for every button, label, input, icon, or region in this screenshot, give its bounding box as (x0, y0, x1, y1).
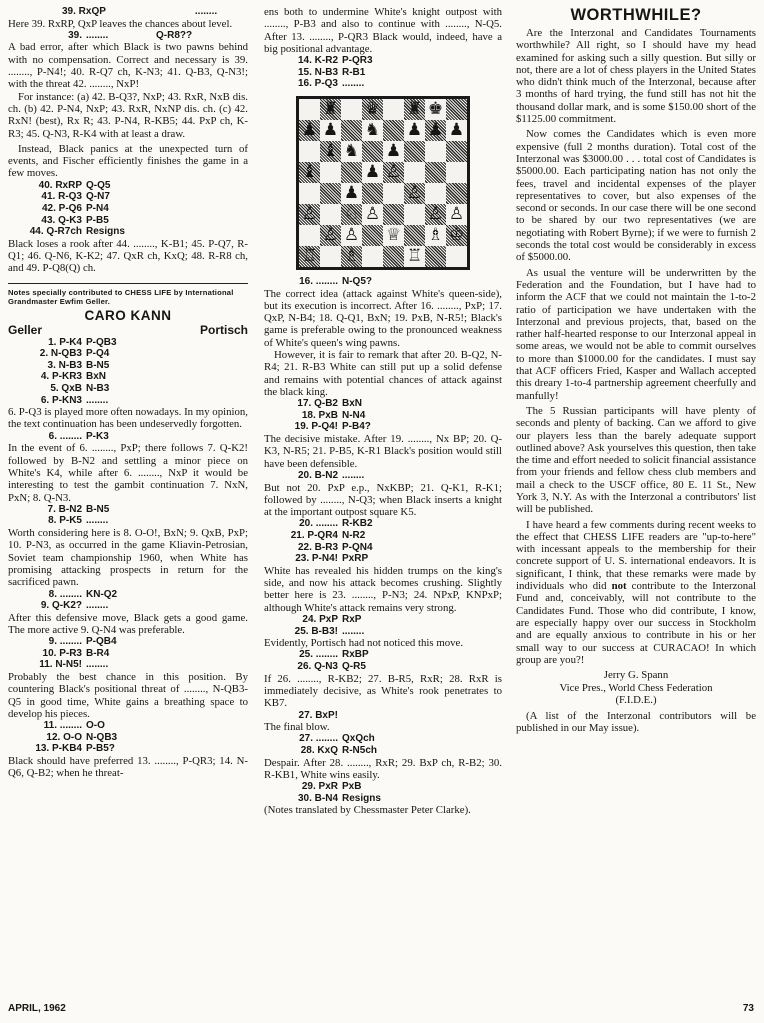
board-square (299, 141, 320, 162)
board-square-piece: ♙ (404, 183, 425, 204)
board-square-piece: ♟ (320, 120, 341, 141)
signature-org: (F.I.D.E.) (615, 694, 657, 707)
emphasis-not: not (611, 580, 627, 593)
paragraph: (A list of the Interzonal contributors will be published in our May issue). (516, 709, 756, 735)
board-square (425, 141, 446, 162)
issue-date: APRIL, 1962 (8, 1003, 66, 1014)
board-square (446, 141, 467, 162)
players-row (8, 323, 248, 337)
board-square (446, 99, 467, 120)
board-square (404, 141, 425, 162)
annotation: However, it is fair to remark that after 20. B-Q2, N-R4; 21. R-B3 White can still put up a solid defense and remains with potential chances of attack against the black king. (264, 349, 502, 398)
move-line: 26. Q-N3 Q-R5 (297, 661, 366, 673)
board-square (320, 183, 341, 204)
move-line: 16. P-Q3 ........ (297, 78, 365, 90)
move-line: 14. K-R2 P-QR3 (297, 55, 373, 67)
signature-name: Jerry G. Spann (603, 669, 669, 682)
move-line: 11. ........ O-O (43, 720, 105, 732)
board-square (299, 183, 320, 204)
board-square (362, 141, 383, 162)
board-square-piece: ♙ (341, 225, 362, 246)
annotation: But not 20. PxP e.p., NxKBP; 21. Q-K1, R-K1; followed by ........, N-Q3; when Black inserts a knight at the important outpost square K5. (264, 481, 502, 519)
annotation: Worth considering here is 8. O-O!, BxN; 9. QxB, PxP; 10. P-N3, as occurred in the game Kliavin-Petrosian, Soviet team championship 1960, when White has promising attacking prospects in return for the sacrificed pawn. (8, 527, 248, 589)
annotation: The final blow. (264, 721, 330, 734)
move-list (264, 55, 502, 90)
paragraph: I have heard a few comments during recent weeks to the effect that CHESS LIFE readers are "up-to-here" with incessant appeals to the membership for their concrete support of U. S. international endeavors. It is significant, I think, that these remarks were made by individuals who did not contribute to the Interzonal Fund and, conceivably, will not contribute to the Candidates Fund. Those who did contribute, I know, are especially happy over our success in Stockholm and are equally anxious to contribute in his or her small way to our success at CURACAO! In which group are you?! (516, 518, 756, 666)
board-square (299, 99, 320, 120)
board-square-piece: ♙ (425, 204, 446, 225)
column-right (516, 6, 756, 735)
board-square (383, 183, 404, 204)
article-title: WORTHWHILE? (570, 6, 702, 24)
column-left (8, 6, 248, 780)
board-square-piece: ♗ (341, 246, 362, 267)
board-square (425, 183, 446, 204)
move-list (8, 504, 248, 527)
annotation: (Notes translated by Chessmaster Peter Clarke). (264, 804, 471, 817)
board-square (446, 246, 467, 267)
board-square (362, 246, 383, 267)
move-line: 5. QxB N-B3 (50, 382, 110, 394)
board-square (341, 162, 362, 183)
board-square (341, 120, 362, 141)
move-line: 40. RxRP Q-Q5 (38, 179, 111, 191)
annotation: A bad error, after which Black is two pawns behind with no compensation. Correct and necessary is 39. ........, P-N4!; 40. R-Q7 ch, K-N3; 41. Q-B3, Q-N3!; with the threat 42. ........, NxP! (8, 41, 248, 91)
board-square-piece: ♛ (362, 99, 383, 120)
signature-title: Vice Pres., World Chess Federation (559, 681, 713, 694)
move-list (264, 649, 502, 672)
board-square-piece: ♞ (362, 120, 383, 141)
board-square (299, 225, 320, 246)
paragraph: The 5 Russian participants will have plenty of seconds and plenty of backing. Can we afford to give our players less than the barely adequate support outlined above? Ask yourselves this question, then take the time and effort needed to solicit financial assistance from your friends and fellow chess club members and mail a check to the USCF office, 80 E. 11 St., New York 3, N.Y. As with the Interzonal a contributors' list will be published. (516, 404, 756, 516)
move-line: 44. Q-R7ch Resigns (29, 226, 125, 238)
board-square-piece: ♟ (341, 183, 362, 204)
board-square (425, 246, 446, 267)
annotation: Despair. After 28. ........, RxR; 29. BxP ch, R-B2; 30. R-KB1, White wins easily. (264, 756, 502, 781)
board-square-piece: ♙ (383, 162, 404, 183)
board-square-piece: ♙ (299, 204, 320, 225)
annotation: Evidently, Portisch had not noticed this move. (264, 637, 464, 650)
paragraph: Now comes the Candidates which is even more expensive (full 2 months duration). Total cost of the Interzonal was $3000.00 . . . total cost of Candidates is $5000.00. Each participating nation has not only the fees, travel and incidental expenses of the player representatives to cover, but also expenses of the second or seconds. In our case there will be one second to be shared by our two representatives (we are negotiating with Robert Byrne); if we were to furnish 2 seconds the total cost would be considerably in excess of $5000.00. (516, 128, 756, 264)
move-list (264, 518, 502, 564)
move-list (8, 720, 248, 755)
move-list (8, 337, 248, 407)
move-line: 16. ........ N-Q5? (299, 275, 372, 287)
board-square (341, 99, 362, 120)
black-player: Portisch (199, 322, 248, 337)
white-player: Geller (8, 322, 43, 337)
board-square (383, 99, 404, 120)
board-square-piece: ♖ (299, 246, 320, 267)
board-square-piece: ♚ (425, 99, 446, 120)
move-line: 42. P-Q6 P-N4 (41, 202, 109, 214)
board-square-piece: ♝ (299, 162, 320, 183)
move-line: 28. KxQ R-N5ch (300, 745, 378, 756)
board-square (383, 246, 404, 267)
annotation: If 26. ........, R-KB2; 27. B-R5, RxR; 28. RxR is immediately decisive, as White's rook penetrates to KB7. (264, 672, 502, 710)
paragraph: As usual the venture will be underwritten by the Federation and the Foundation, but I have had to inform the ACF that we could not maintain the 1-to-2 ratio of participation we have undertaken with the Interzonal and previous projects, that, based on the rather half-hearted response to our Interzonal appeal in some areas, we would not be able to commit ourselves to more than $1000.00 for the candidates. I must say that ACF officers Fried, Kasper and Wallach accepted this dreary 1-to-4 partnership agreement cheerfully and manfully! (516, 266, 756, 402)
move-line: 7. B-N2 B-N5 (47, 503, 110, 515)
move-line: 27. ........ QxQch (299, 733, 375, 745)
board-square-piece: ♘ (341, 204, 362, 225)
board-square-piece: ♟ (299, 120, 320, 141)
move-list (264, 733, 502, 756)
contributor-note: Notes specially contributed to CHESS LIFE by International Grandmaster Ewfim Geller. (8, 287, 234, 306)
board-square (362, 183, 383, 204)
board-square-piece: ♞ (341, 141, 362, 162)
move-line: 12. O-O N-QB3 (46, 731, 118, 743)
move-line: 6. P-KN3 ........ (40, 394, 109, 406)
board-square (446, 162, 467, 183)
board-square (320, 204, 341, 225)
board-square-piece: ♖ (404, 246, 425, 267)
move-line: 10. P-R3 B-R4 (42, 647, 110, 659)
annotation: Probably the best chance in this position. By countering Black's positional threat of ........, N-QB3-Q5 in good time, White gains a breathing space to develop his pieces. (8, 671, 248, 720)
board-square (404, 162, 425, 183)
move-line: 30. B-N4 Resigns (297, 792, 381, 804)
move-line: 20. ........ R-KB2 (299, 518, 373, 530)
move-line: 8. P-K5 ........ (48, 515, 109, 527)
move-line: 1. P-K4 P-QB3 (48, 336, 117, 348)
move-line: 2. N-QB3 P-Q4 (39, 348, 110, 360)
annotation: 6. P-Q3 is played more often nowadays. In my opinion, the text continuation has been undeservedly forgotten. (8, 406, 248, 431)
chess-board-diagram (296, 96, 470, 270)
move-line: 22. B-R3 P-QN4 (297, 541, 373, 553)
column-middle (264, 6, 502, 817)
board-square-piece: ♟ (446, 120, 467, 141)
move-list (264, 398, 502, 433)
board-square (320, 162, 341, 183)
annotation: After this defensive move, Black gets a good game. The more active 9. Q-N4 was preferable. (8, 611, 248, 636)
move-line: 11. N-N5! ........ (39, 659, 109, 671)
board-square (320, 246, 341, 267)
move-line: 43. Q-K3 P-B5 (41, 214, 109, 226)
board-square-piece: ♟ (425, 120, 446, 141)
board-square-piece: ♗ (425, 225, 446, 246)
move-line: 20. B-N2 ........ (297, 469, 365, 481)
board-square (362, 225, 383, 246)
board-square-piece: ♟ (362, 162, 383, 183)
move-line: 3. N-B3 B-N5 (47, 359, 110, 371)
board-square (425, 162, 446, 183)
board-square-piece: ♙ (446, 204, 467, 225)
board-square (404, 225, 425, 246)
move-line: 21. P-QR4 N-R2 (290, 529, 366, 541)
move-line: 24. PxP RxP (302, 613, 362, 625)
annotation: The correct idea (attack against White's queen-side), but its execution is incorrect. After 16. ........, PxP; 17. QxP, N-B4; 18. Q-Q1, BxN; 19. PxB, N-R5!; Black's game is preferable owing to the pronounced weakness of White's queen's wing pawns. (264, 287, 502, 349)
move-line: 39. RxQP ........ (62, 6, 218, 17)
annotation: Here 39. RxRP, QxP leaves the chances about level. (8, 17, 233, 30)
move-line: 41. R-Q3 Q-N7 (41, 191, 110, 203)
board-square-piece: ♟ (404, 120, 425, 141)
opening-title: CARO KANN (84, 307, 172, 323)
annotation: For instance: (a) 42. B-Q3?, NxP; 43. RxR, NxB dis. ch. (b) 42. P-N4, NxP; 43. RxR, NxNP dis. ch. (c) 42. RxN! (best), Rx R; 43. P-N4, R-KB5; 44. PxP ch, K-R3; 45. Q-N3, R-K4 with at least a draw. (8, 90, 248, 140)
board-square (383, 204, 404, 225)
move-list (8, 180, 248, 238)
annotation: ens both to undermine White's knight outpost with ........, P-B3 and also to continue with ........, N-Q5. After 13. ........, P-QR3 Black would, indeed, have a big positional advantage. (264, 6, 502, 55)
board-square (404, 204, 425, 225)
board-square (383, 120, 404, 141)
move-line: 25. ........ RxBP (299, 649, 369, 661)
board-square-piece: ♙ (362, 204, 383, 225)
annotation: The decisive mistake. After 19. ........, Nx BP; 20. Q-K3, N-R5; 21. P-B5, K-R1 Black's position would still have been defensible. (264, 433, 502, 470)
move-line: 13. P-KB4 P-B5? (35, 743, 115, 755)
board-square (446, 183, 467, 204)
move-line: 23. P-N4! PxRP (295, 553, 369, 565)
page-number: 73 (742, 1003, 754, 1014)
move-line: 9. Q-K2? ........ (40, 600, 109, 612)
move-line: 29. PxR PxB (301, 781, 362, 793)
annotation: Instead, Black panics at the unexpected turn of events, and Fischer efficiently finishes the game in a few moves. (8, 142, 248, 180)
move-line: 19. P-Q4! P-B4? (294, 421, 371, 433)
board-square-piece: ♔ (446, 225, 467, 246)
annotation: In the event of 6. ........, PxP; there follows 7. Q-K2! followed by B-N2 and settling a minor piece on White's K4, while after 6. ........, NxP it would be interesting to test the gambit continuation 7. NxN, PxN; 8. Q-N3. (8, 442, 248, 504)
board-square-piece: ♜ (404, 99, 425, 120)
board-square-piece: ♕ (383, 225, 404, 246)
annotation: White has revealed his hidden trumps on the king's side, and now his attack becomes crushing. Slightly better here is 23. ........, P-N3; 24. NPxP, KNPxP; although White's attack remains very strong. (264, 564, 502, 614)
annotation: Black loses a rook after 44. ........, K-B1; 45. P-Q7, R-Q1; 46. Q-N6, K-K2; 47. QxR ch, KxQ; 48. R-R8 ch, and 49. P-Q8(Q) ch. (8, 237, 248, 275)
move-line: 9. ........ P-QB4 (48, 636, 117, 648)
move-list (8, 636, 248, 671)
board-square-piece: ♟ (383, 141, 404, 162)
move-line: 27. BxP! (298, 709, 338, 721)
board-square-piece: ♙ (320, 225, 341, 246)
move-line: 39. ........ Q-R8?? (68, 29, 193, 41)
move-list (264, 781, 502, 804)
board-square-piece: ♝ (320, 141, 341, 162)
move-line: 18. PxB N-N4 (301, 409, 366, 421)
move-line: 17. Q-B2 BxN (297, 398, 363, 410)
section-divider (8, 283, 248, 284)
move-line: 6. ........ P-K3 (48, 430, 109, 442)
move-line: 25. B-B3! ........ (294, 625, 365, 637)
paragraph: Are the Interzonal and Candidates Tournaments worthwhile? All right, so I should have my head examined for asking such a silly question. But silly or not, there are a lot of chess players in the United States who didn't think much of the Interzonal, because after 3 months of hard trying, the fund still has not hit the thousand dollar mark, and is some $150.00 short of the $1125.00 commitment. (516, 27, 756, 126)
annotation: Black should have preferred 13. ........, P-QR3; 14. N-Q6, Q-B2; when he threat- (8, 755, 248, 780)
move-list (8, 589, 248, 612)
move-list (264, 614, 502, 637)
move-line: 4. P-KR3 BxN (40, 371, 107, 383)
move-line: 15. N-B3 R-B1 (297, 66, 366, 78)
board-square-piece: ♜ (320, 99, 341, 120)
move-line: 8. ........ KN-Q2 (48, 588, 118, 600)
